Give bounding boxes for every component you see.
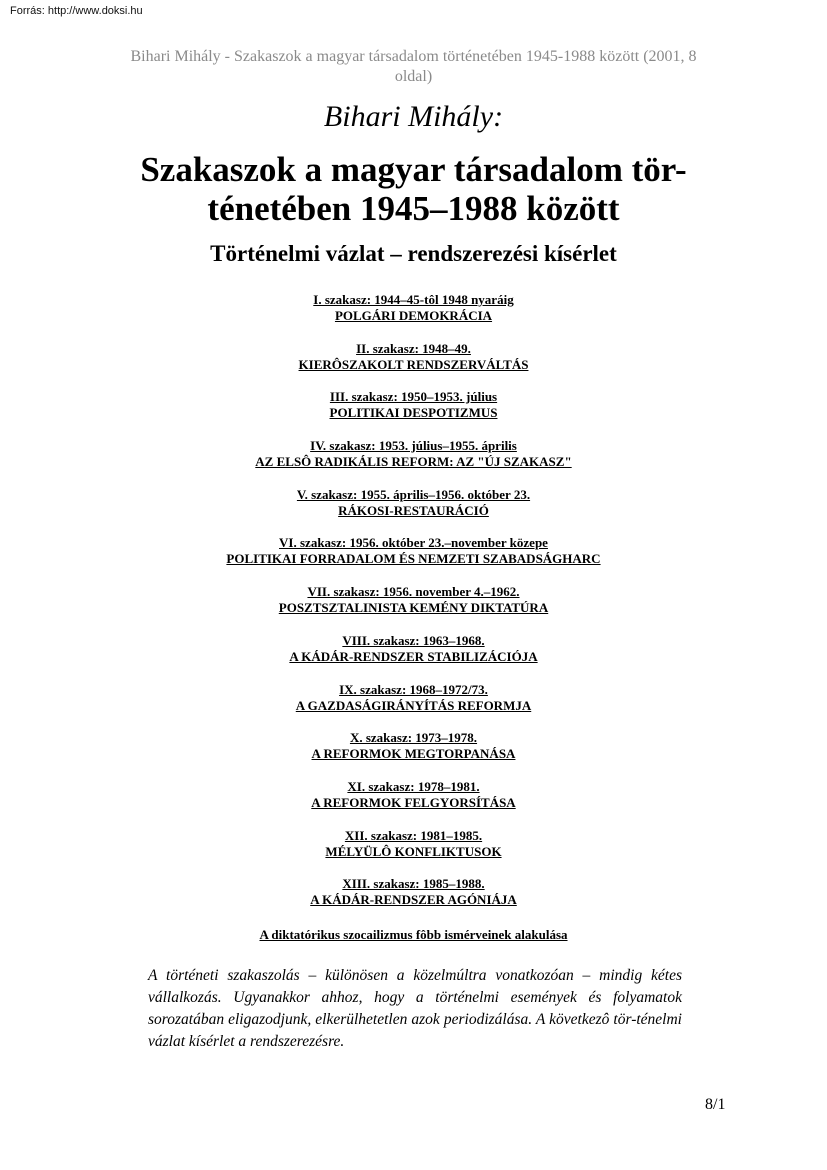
section-name: KIERÔSZAKOLT RENDSZERVÁLTÁS: [298, 356, 529, 372]
title-line-2: ténetében 1945–1988 között: [207, 189, 620, 228]
running-header: Bihari Mihály - Szakaszok a magyar társadalom történetében 1945-1988 között (2001, 8 oldal): [130, 48, 697, 85]
document-subtitle: Történelmi vázlat – rendszerezési kísérlet: [210, 241, 617, 266]
section-name: POLITIKAI FORRADALOM ÉS NEMZETI SZABADSÁGHARC: [226, 551, 601, 567]
page-number: 8/1: [705, 1096, 726, 1113]
title-line-1: Szakaszok a magyar társadalom tör-: [140, 150, 687, 189]
section-entry-13: [0, 876, 827, 925]
section-period: XI. szakasz: 1978–1981.: [347, 778, 480, 794]
section-name: MÉLYÜLÔ KONFLIKTUSOK: [325, 843, 502, 859]
section-name: AZ ELSÔ RADIKÁLIS REFORM: AZ "ÚJ SZAKASZ": [255, 454, 572, 470]
section-name: POSZTSZTALINISTA KEMÉNY DIKTATÚRA: [278, 600, 549, 616]
section-period: X. szakasz: 1973–1978.: [349, 730, 478, 746]
section-period: I. szakasz: 1944–45-tôl 1948 nyaráig: [313, 292, 514, 307]
section-entry-11: [0, 779, 827, 828]
section-entry-3: [0, 389, 827, 438]
section-period: XII. szakasz: 1981–1985.: [344, 827, 483, 843]
section-name: POLITIKAI DESPOTIZMUS: [329, 405, 498, 421]
section-period: IV. szakasz: 1953. július–1955. április: [310, 438, 517, 454]
section-entry-2: [0, 341, 827, 390]
document-title: [0, 150, 827, 228]
section-name: POLGÁRI DEMOKRÁCIA: [334, 308, 493, 323]
source-label: Forrás: http://www.doksi.hu: [10, 5, 143, 17]
section-period: V. szakasz: 1955. április–1956. október 23.: [296, 486, 531, 502]
section-name: A REFORMOK FELGYORSÍTÁSA: [311, 794, 516, 810]
section-entry-7: [0, 584, 827, 633]
section-period: XIII. szakasz: 1985–1988.: [342, 876, 485, 892]
section-entry-8: [0, 633, 827, 682]
section-list: [0, 292, 827, 925]
section-name: RÁKOSI-RESTAURÁCIÓ: [338, 502, 489, 518]
section-entry-12: [0, 828, 827, 877]
author-name: Bihari Mihály:: [323, 100, 504, 133]
section-name: A KÁDÁR-RENDSZER STABILIZÁCIÓJA: [289, 648, 538, 664]
section-entry-10: [0, 730, 827, 779]
section-entry-6: [0, 535, 827, 584]
section-period: IX. szakasz: 1968–1972/73.: [339, 681, 488, 697]
section-period: II. szakasz: 1948–49.: [356, 340, 471, 356]
section-entry-5: [0, 487, 827, 536]
section-period: III. szakasz: 1950–1953. július: [329, 389, 498, 405]
section-entry-9: [0, 682, 827, 731]
section-name: A KÁDÁR-RENDSZER AGÓNIÁJA: [310, 892, 517, 908]
section-period: VII. szakasz: 1956. november 4.–1962.: [307, 584, 520, 600]
section-period: VIII. szakasz: 1963–1968.: [342, 632, 485, 648]
intro-paragraph: A történeti szakaszolás – különösen a közelmúltra vonatkozóan – mindig kétes vállalkozás. Ugyanakkor ahhoz, hogy a történelmi események és folyamatok sorozatában eligazodjunk, elkerülhetetlen azok periodizálása. A következô tör-ténelmi vázlat kísérlet a rendszerezésre.: [148, 967, 682, 1050]
section-entry-4: [0, 438, 827, 487]
section-name: A GAZDASÁGIRÁNYÍTÁS REFORMJA: [295, 697, 532, 713]
section-name: A REFORMOK MEGTORPANÁSA: [311, 746, 516, 762]
summary-heading-text: A diktatórikus szocailizmus fôbb ismérveinek alakulása: [259, 927, 568, 942]
section-period: VI. szakasz: 1956. október 23.–november közepe: [279, 535, 548, 551]
section-entry-1: [0, 292, 827, 341]
summary-heading: [0, 927, 827, 943]
